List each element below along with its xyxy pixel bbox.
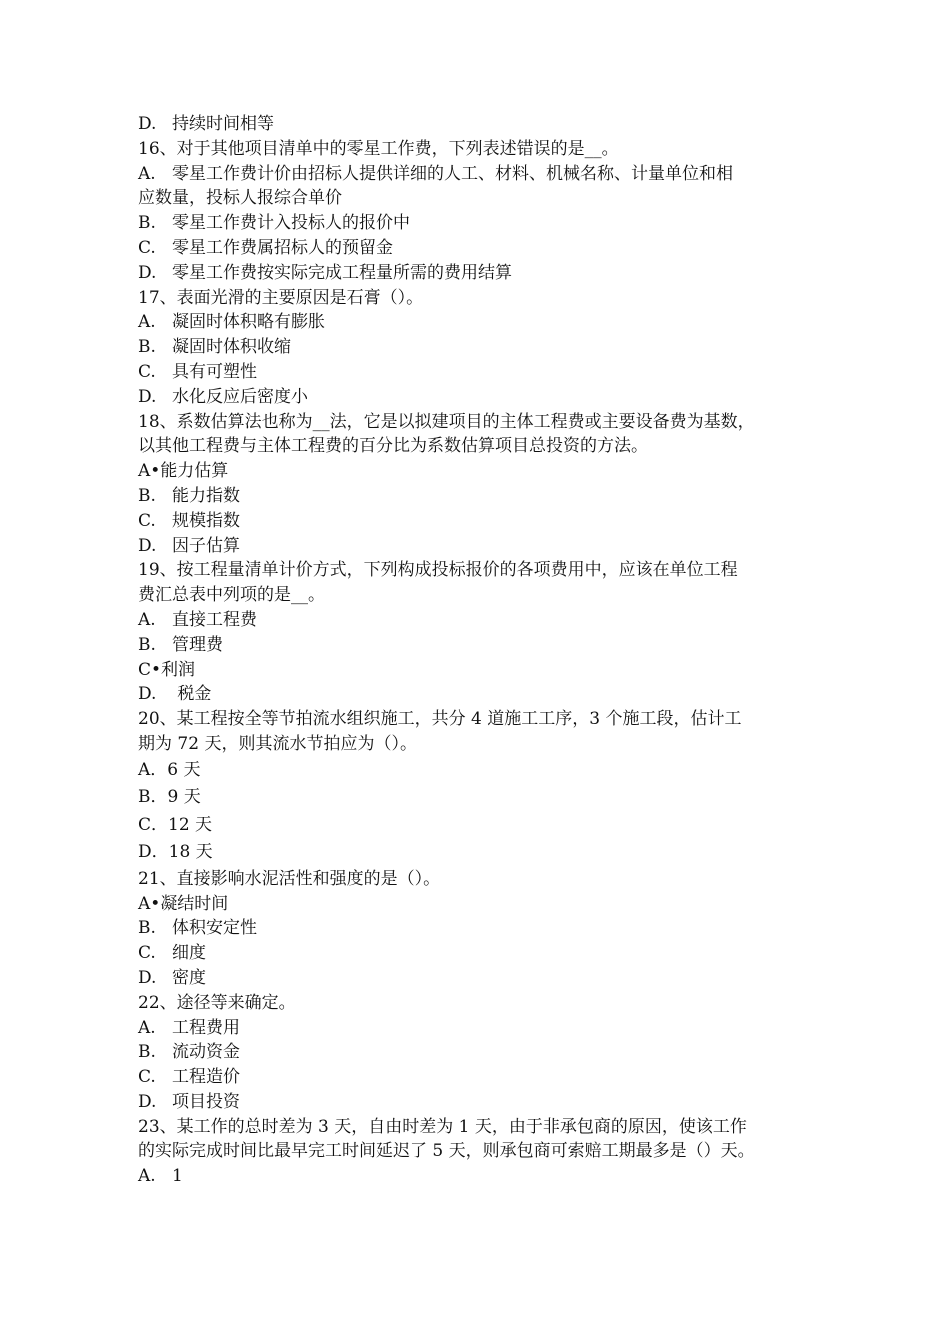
option-label: A． bbox=[138, 759, 168, 780]
question-text bbox=[138, 137, 828, 162]
continuation-text-content: 的实际完成时间比最早完工时间延迟了 5 天，则承包商可索赔工期最多是（）天。 bbox=[138, 1141, 755, 1162]
option-text: 规模指数 bbox=[172, 510, 240, 531]
continuation-text bbox=[138, 1139, 828, 1164]
answer-option bbox=[138, 941, 828, 966]
option-text: 18 天 bbox=[168, 842, 213, 863]
option-text: 凝结时间 bbox=[160, 893, 229, 914]
answer-option bbox=[138, 534, 828, 559]
question-text-content: 18、系数估算法也称为__法，它是以拟建项目的主体工程费或主要设备费为基数， bbox=[138, 411, 755, 432]
option-text: 9 天 bbox=[167, 787, 201, 808]
answer-option bbox=[138, 211, 828, 236]
question-text-content: 23、某工作的总时差为 3 天，自由时差为 1 天，由于非承包商的原因，使该工作 bbox=[138, 1116, 747, 1137]
question-text-content: 22、途径等来确定。 bbox=[138, 992, 296, 1013]
answer-option bbox=[138, 484, 828, 509]
question-text bbox=[138, 707, 828, 732]
answer-option bbox=[138, 757, 828, 785]
option-label: D． bbox=[138, 842, 169, 863]
option-text: 12 天 bbox=[168, 814, 213, 835]
continuation-text-content: 期为 72 天，则其流水节拍应为（）。 bbox=[138, 733, 417, 754]
option-label: D. bbox=[138, 262, 157, 283]
option-label: C. bbox=[138, 1067, 156, 1088]
answer-option bbox=[138, 261, 828, 286]
option-label: A. bbox=[138, 609, 156, 630]
question-text bbox=[138, 991, 828, 1016]
option-label: A. bbox=[138, 163, 156, 184]
answer-option bbox=[138, 509, 828, 534]
question-text bbox=[138, 867, 828, 892]
option-label: B. bbox=[138, 485, 156, 506]
continuation-text-content: 应数量，投标人报综合单价 bbox=[138, 188, 342, 209]
option-text: 水化反应后密度小 bbox=[172, 386, 308, 407]
option-label: D. bbox=[138, 535, 157, 556]
answer-option bbox=[138, 112, 828, 137]
option-text: 流动资金 bbox=[172, 1042, 240, 1063]
answer-option bbox=[138, 385, 828, 410]
answer-option bbox=[138, 1016, 828, 1041]
option-text: 6 天 bbox=[167, 759, 201, 780]
option-text: 凝固时体积略有膨胀 bbox=[172, 312, 325, 333]
answer-option bbox=[138, 236, 828, 261]
option-text: 零星工作费计价由招标人提供详细的人工、材料、机械名称、计量单位和相 bbox=[172, 163, 733, 184]
question-text-content: 19、按工程量清单计价方式，下列构成投标报价的各项费用中，应该在单位工程 bbox=[138, 560, 738, 581]
option-text: 能力指数 bbox=[172, 485, 240, 506]
option-label: D. bbox=[138, 114, 157, 134]
option-label: A. bbox=[138, 1166, 156, 1187]
option-text: 管理费 bbox=[172, 634, 223, 655]
answer-option bbox=[138, 784, 828, 812]
option-text: 因子估算 bbox=[172, 535, 240, 556]
option-text: 项目投资 bbox=[172, 1091, 240, 1112]
option-text: 凝固时体积收缩 bbox=[172, 337, 291, 358]
question-text bbox=[138, 286, 828, 311]
option-text: 零星工作费属招标人的预留金 bbox=[172, 237, 393, 258]
answer-option bbox=[138, 335, 828, 360]
answer-option bbox=[138, 459, 828, 484]
answer-option bbox=[138, 633, 828, 658]
option-label: B. bbox=[138, 337, 156, 358]
option-text: 工程造价 bbox=[172, 1067, 240, 1088]
option-label: A. bbox=[138, 312, 156, 333]
option-text: 能力估算 bbox=[160, 461, 229, 482]
option-text: 零星工作费计入投标人的报价中 bbox=[172, 213, 410, 234]
answer-option bbox=[138, 1065, 828, 1090]
option-text: 税金 bbox=[172, 684, 212, 705]
answer-option bbox=[138, 1040, 828, 1065]
option-label: C• bbox=[138, 659, 162, 680]
option-label: A• bbox=[138, 893, 161, 914]
option-label: C. bbox=[138, 361, 156, 382]
question-text-content: 17、表面光滑的主要原因是石膏（）。 bbox=[138, 287, 424, 308]
option-text: 持续时间相等 bbox=[172, 114, 274, 134]
question-text bbox=[138, 558, 828, 583]
answer-option bbox=[138, 658, 828, 683]
option-label: B. bbox=[138, 634, 156, 655]
question-text bbox=[138, 1115, 828, 1140]
answer-option bbox=[138, 682, 828, 707]
answer-option bbox=[138, 1164, 828, 1189]
option-label: B. bbox=[138, 1042, 156, 1063]
answer-option bbox=[138, 812, 828, 840]
option-label: D. bbox=[138, 967, 157, 988]
option-label: C． bbox=[138, 814, 169, 835]
continuation-text bbox=[138, 434, 828, 459]
option-text: 细度 bbox=[172, 943, 206, 964]
option-text: 直接工程费 bbox=[172, 609, 257, 630]
question-text bbox=[138, 410, 828, 435]
continuation-text bbox=[138, 583, 828, 608]
option-label: C. bbox=[138, 237, 156, 258]
answer-option bbox=[138, 916, 828, 941]
continuation-text bbox=[138, 186, 828, 211]
continuation-text-content: 费汇总表中列项的是__。 bbox=[138, 585, 325, 606]
option-text: 工程费用 bbox=[172, 1017, 240, 1038]
option-text: 密度 bbox=[172, 967, 206, 988]
option-text: 体积安定性 bbox=[172, 918, 257, 939]
answer-option bbox=[138, 839, 828, 867]
option-label: D. bbox=[138, 1091, 157, 1112]
option-label: B. bbox=[138, 213, 156, 234]
answer-option bbox=[138, 1090, 828, 1115]
option-label: C. bbox=[138, 943, 156, 964]
answer-option bbox=[138, 360, 828, 385]
option-label: A. bbox=[138, 1017, 156, 1038]
question-text-content: 16、对于其他项目清单中的零星工作费，下列表述错误的是__。 bbox=[138, 138, 619, 159]
continuation-text bbox=[138, 732, 828, 757]
option-label: C. bbox=[138, 510, 156, 531]
answer-option bbox=[138, 310, 828, 335]
option-text: 具有可塑性 bbox=[172, 361, 257, 382]
option-text: 利润 bbox=[161, 659, 196, 680]
option-label: D. bbox=[138, 386, 157, 407]
question-list bbox=[138, 112, 828, 1189]
question-text-content: 21、直接影响水泥活性和强度的是（）。 bbox=[138, 868, 441, 889]
answer-option bbox=[138, 162, 828, 187]
option-label: D. bbox=[138, 684, 157, 705]
option-label: B. bbox=[138, 918, 156, 939]
answer-option bbox=[138, 608, 828, 633]
answer-option bbox=[138, 966, 828, 991]
option-text: 1 bbox=[172, 1166, 183, 1187]
option-text: 零星工作费按实际完成工程量所需的费用结算 bbox=[172, 262, 512, 283]
option-label: A• bbox=[138, 461, 161, 482]
option-label: B． bbox=[138, 787, 168, 808]
continuation-text-content: 以其他工程费与主体工程费的百分比为系数估算项目总投资的方法。 bbox=[138, 436, 648, 457]
question-text-content: 20、某工程按全等节拍流水组织施工，共分 4 道施工工序，3 个施工段，估计工 bbox=[138, 709, 742, 730]
answer-option bbox=[138, 892, 828, 917]
